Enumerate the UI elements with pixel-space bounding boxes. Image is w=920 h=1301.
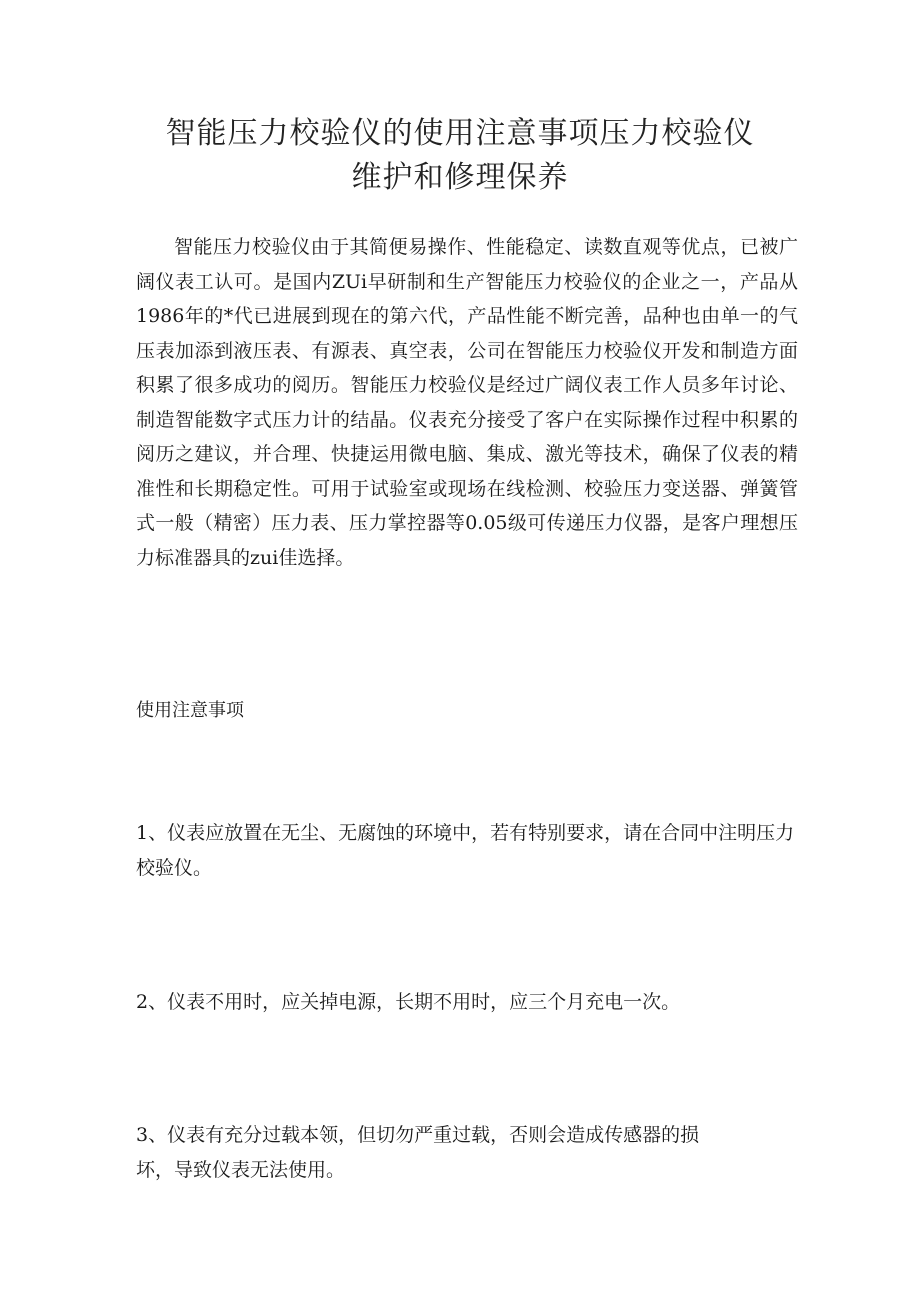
document-title-line-1: 智能压力校验仪的使用注意事项压力校验仪 [165, 116, 755, 151]
list-item: 2、仪表不用时，应关掉电源，长期不用时，应三个月充电一次。 [136, 991, 681, 1013]
document-title-line-2: 维护和修理保养 [351, 160, 569, 195]
intro-paragraph: 智能压力校验仪由于其简便易操作、性能稳定、读数直观等优点，已被广阔仪表工认可。是国内ZUi早研制和生产智能压力校验仪的企业之一，产品从1986年的*代已进展到现在的第六代，产品性能不断完善，品种也由单一的气压表加添到液压表、有源表、真空表，公司在智能压力校验仪开发和制造方面积累了很多成功的阅历。智能压力校验仪是经过广阔仪表工作人员多年讨论、制造智能数字式压力计的结晶。仪表充分接受了客户在实际操作过程中积累的阅历之建议，并合理、快捷运用微电脑、集成、激光等技术，确保了仪表的精准性和长期稳定性。可用于试验室或现场在线检测、校验压力变送器、弹簧管式一般（精密）压力表、压力掌控器等0.05级可传递压力仪器，是客户理想压力标准器具的zui佳选择。 [136, 236, 798, 569]
list-item: 3、仪表有充分过载本领，但切勿严重过载，否则会造成传感器的损坏，导致仪表无法使用。 [136, 1124, 700, 1181]
list-item: 1、仪表应放置在无尘、无腐蚀的环境中，若有特别要求，请在合同中注明压力校验仪。 [136, 822, 795, 879]
section-heading: 使用注意事项 [136, 700, 244, 721]
